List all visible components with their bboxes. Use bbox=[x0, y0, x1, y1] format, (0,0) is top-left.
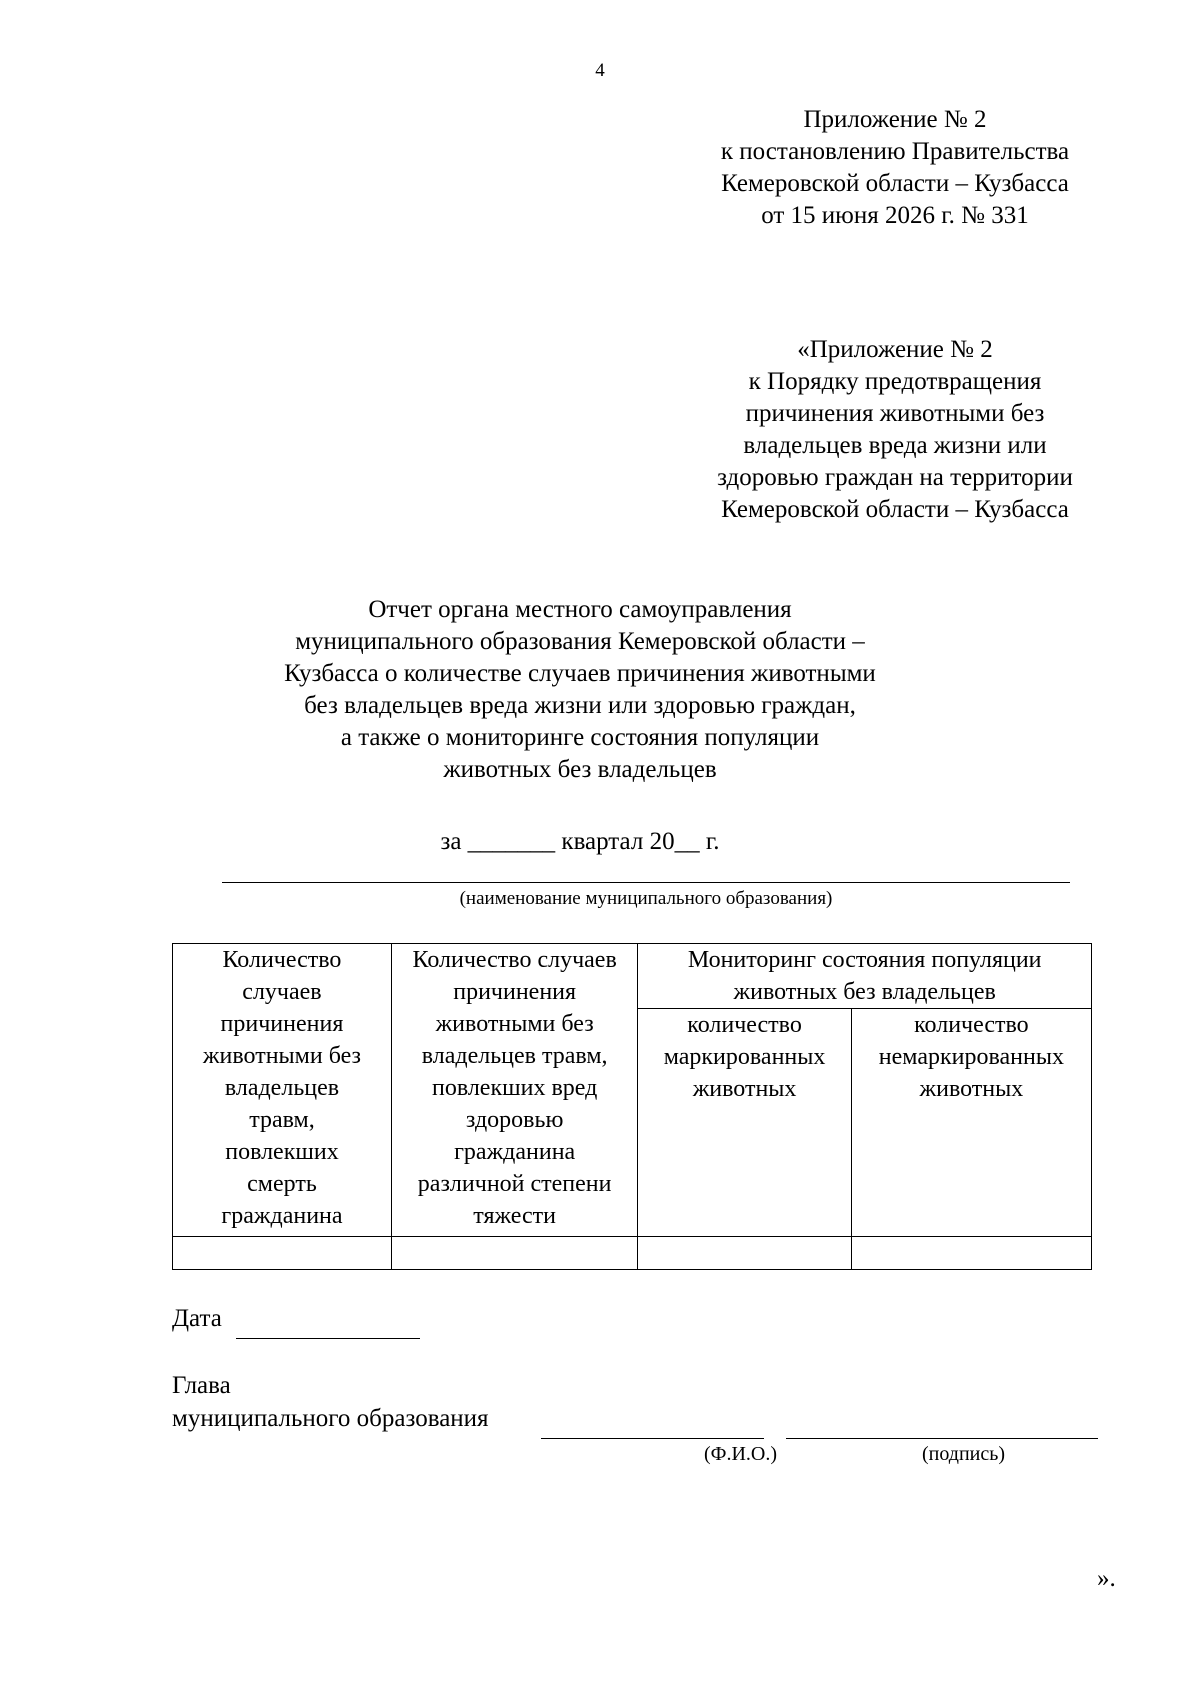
appendix-header-line: Кемеровской области – Кузбасса bbox=[721, 170, 1069, 197]
header-line: тяжести bbox=[473, 1203, 556, 1229]
header-line: травм, bbox=[249, 1107, 315, 1133]
appendix-inner-line: причинения животными без bbox=[745, 400, 1045, 427]
header-cell-marked bbox=[638, 1009, 851, 1237]
municipality-name-line[interactable] bbox=[222, 882, 1070, 883]
header-line: животными без bbox=[435, 1011, 594, 1037]
date-field-line[interactable] bbox=[236, 1338, 420, 1339]
header-cell-deaths bbox=[173, 944, 392, 1237]
appendix-header-line: к постановлению Правительства bbox=[720, 138, 1070, 165]
header-cell-unmarked bbox=[851, 1009, 1091, 1237]
header-line: Количество случаев bbox=[412, 947, 617, 973]
appendix-header bbox=[690, 104, 1100, 232]
header-line: количество bbox=[914, 1012, 1029, 1038]
table-cell-empty[interactable] bbox=[173, 1237, 392, 1270]
report-title-line: а также о мониторинге состояния популяции bbox=[340, 724, 820, 751]
table-header-row bbox=[173, 944, 1092, 1009]
report-period: за _______ квартал 20__ г. bbox=[440, 828, 720, 855]
appendix-inner-line: здоровью граждан на территории bbox=[717, 464, 1073, 491]
report-title-line: муниципального образования Кемеровской области – bbox=[295, 628, 865, 655]
header-line: гражданина bbox=[221, 1203, 343, 1229]
table-row bbox=[173, 1237, 1092, 1270]
header-line: владельцев bbox=[224, 1075, 340, 1101]
page-number: 4 bbox=[595, 60, 605, 81]
header-line: животных bbox=[692, 1076, 797, 1102]
fio-caption: (Ф.И.О.) bbox=[704, 1443, 778, 1465]
signature-caption: (подпись) bbox=[922, 1443, 1006, 1465]
table-cell-empty[interactable] bbox=[851, 1237, 1091, 1270]
header-line: смерть bbox=[247, 1171, 317, 1197]
head-label: Глава bbox=[172, 1372, 231, 1399]
header-line: различной степени bbox=[417, 1171, 612, 1197]
header-line: случаев bbox=[242, 979, 322, 1005]
header-line: немаркированных bbox=[878, 1044, 1064, 1070]
header-line: повлекших bbox=[225, 1139, 339, 1165]
header-cell-injuries bbox=[391, 944, 637, 1237]
appendix-inner-line: «Приложение № 2 bbox=[797, 336, 993, 363]
report-title-line: Отчет органа местного самоуправления bbox=[368, 596, 792, 623]
report-table bbox=[172, 943, 1092, 1270]
header-line: животных bbox=[919, 1076, 1024, 1102]
header-line: Количество bbox=[222, 947, 342, 973]
appendix-header-line: Приложение № 2 bbox=[803, 106, 987, 133]
header-line: здоровью bbox=[465, 1107, 564, 1133]
header-line: количество bbox=[687, 1012, 802, 1038]
report-title-line: животных без владельцев bbox=[443, 756, 717, 783]
appendix-inner-line: Кемеровской области – Кузбасса bbox=[721, 496, 1069, 523]
signature-field-line[interactable] bbox=[786, 1438, 1098, 1439]
header-line: животных без владельцев bbox=[733, 979, 996, 1005]
table-cell-empty[interactable] bbox=[638, 1237, 851, 1270]
fio-field-line[interactable] bbox=[541, 1438, 764, 1439]
report-title-line: Кузбасса о количестве случаев причинения животными bbox=[284, 660, 876, 687]
table-cell-empty[interactable] bbox=[391, 1237, 637, 1270]
appendix-inner bbox=[690, 334, 1100, 526]
header-line: гражданина bbox=[454, 1139, 576, 1165]
municipality-label: муниципального образования bbox=[172, 1405, 489, 1432]
header-cell-monitoring bbox=[638, 944, 1092, 1009]
appendix-inner-line: к Порядку предотвращения bbox=[748, 368, 1042, 395]
appendix-header-line: от 15 июня 2026 г. № 331 bbox=[761, 202, 1029, 229]
report-title-line: без владельцев вреда жизни или здоровью граждан, bbox=[304, 692, 856, 719]
municipality-caption: (наименование муниципального образования) bbox=[459, 888, 833, 909]
header-line: Мониторинг состояния популяции bbox=[687, 947, 1042, 973]
header-line: владельцев травм, bbox=[421, 1043, 608, 1069]
header-line: повлекших вред bbox=[431, 1075, 598, 1101]
closing-quote: ». bbox=[1097, 1565, 1116, 1592]
header-line: животными без bbox=[202, 1043, 362, 1069]
appendix-inner-line: владельцев вреда жизни или bbox=[743, 432, 1047, 459]
header-line: причинения bbox=[453, 979, 577, 1005]
report-title bbox=[200, 594, 960, 786]
header-line: маркированных bbox=[663, 1044, 826, 1070]
date-label: Дата bbox=[172, 1305, 222, 1332]
header-line: причинения bbox=[220, 1011, 344, 1037]
